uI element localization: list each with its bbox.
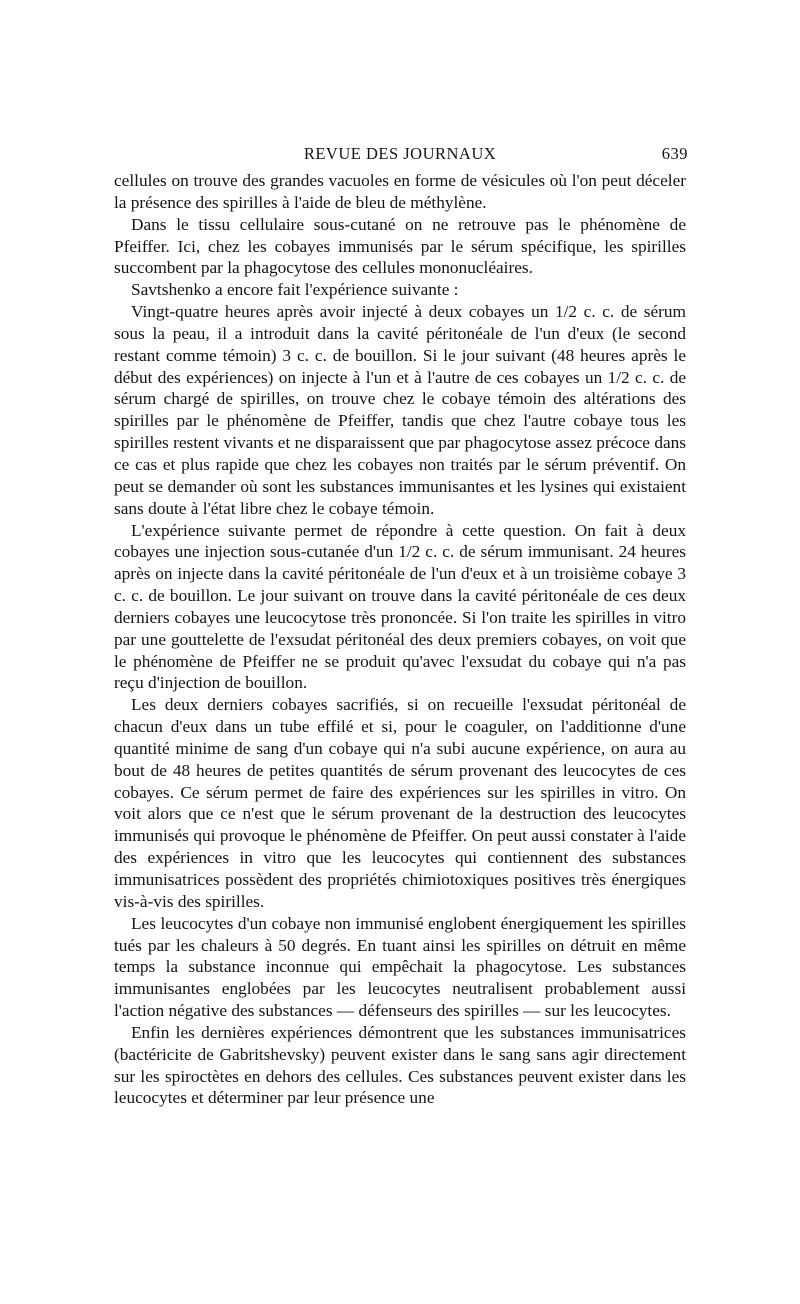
article-body [114,170,686,1109]
paragraph: Vingt-quatre heures après avoir injecté à deux cobayes un 1/2 c. c. de sérum sous la peau, il a introduit dans la cavité péritonéale de l'un d'eux (le second restant comme témoin) 3 c. c. de bouillon. Si le jour suivant (48 heures après le début des expériences) on injecte à l'un et à l'autre de ces cobayes un 1/2 c. c. de sérum chargé de spirilles, on trouve chez le cobaye témoin des altérations des spirilles par le phénomène de Pfeiffer, tandis que chez l'autre cobaye tous les spirilles restent vivants et ne disparaissent que par phagocytose assez précoce dans ce cas et plus rapide que chez les cobayes non traités par le sérum préventif. On peut se demander où sont les substances immunisantes et les lysines qui existaient sans doute à l'état libre chez le cobaye témoin. [114,302,686,518]
page-number: 639 [661,144,688,163]
running-header [114,140,686,170]
paragraph: Enfin les dernières expériences démontrent que les substances immunisatrices (bactéricite de Gabritshevsky) peuvent exister dans le sang sans agir directement sur les spiroctètes en dehors des cellules. Ces substances peuvent exister dans les leucocytes et déterminer par leur présence une [114,1022,686,1108]
running-title: REVUE DES JOURNAUX [303,144,497,163]
paragraph: cellules on trouve des grandes vacuoles en forme de vésicules où l'on peut déceler la présence des spirilles à l'aide de bleu de méthylène. [114,171,686,212]
paragraph: L'expérience suivante permet de répondre à cette question. On fait à deux cobayes une injection sous-cutanée d'un 1/2 c. c. de sérum immunisant. 24 heures après on injecte dans la cavité péritonéale de l'un d'eux et à un troisième cobaye 3 c. c. de bouillon. Le jour suivant on trouve dans la cavité péritonéale de ces deux derniers cobayes une leucocytose très prononcée. Si l'on traite les spirilles in vitro par une gouttelette de l'exsudat péritonéal des deux premiers cobayes, on voit que le phénomène de Pfeiffer ne se produit qu'avec l'exsudat du cobaye qui n'a pas reçu d'injection de bouillon. [114,520,686,693]
paragraph: Dans le tissu cellulaire sous-cutané on ne retrouve pas le phénomène de Pfeiffer. Ici, chez les cobayes immunisés par le sérum spécifique, les spirilles succombent par la phagocytose des cellules mononucléaires. [114,214,686,278]
paragraph: Savtshenko a encore fait l'expérience suivante : [131,280,459,300]
paragraph: Les deux derniers cobayes sacrifiés, si on recueille l'exsudat péritonéal de chacun d'eux dans un tube effilé et si, pour le coaguler, on l'additionne d'une quantité minime de sang d'un cobaye qui n'a subi aucune expérience, on aura au bout de 48 heures de petites quantités de sérum provenant des leucocytes de ces cobayes. Ce sérum permet de faire des expériences sur les spirilles in vitro. On voit alors que ce n'est que le sérum provenant de la destruction des leucocytes immunisés qui provoque le phénomène de Pfeiffer. On peut aussi constater à l'aide des expériences in vitro que les leucocytes qui contiennent des substances immunisatrices possèdent des propriétés chimiotoxiques positives très énergiques vis-à-vis des spirilles. [114,695,686,911]
paragraph: Les leucocytes d'un cobaye non immunisé englobent énergiquement les spirilles tués par les chaleurs à 50 degrés. En tuant ainsi les spirilles on détruit en même temps la substance inconnue qui empêchait la phagocytose. Les substances immunisantes englobées par les leucocytes neutralisent probablement aussi l'action négative des substances — défenseurs des spirilles — sur les leucocytes. [114,913,686,1021]
journal-page [114,140,686,1109]
